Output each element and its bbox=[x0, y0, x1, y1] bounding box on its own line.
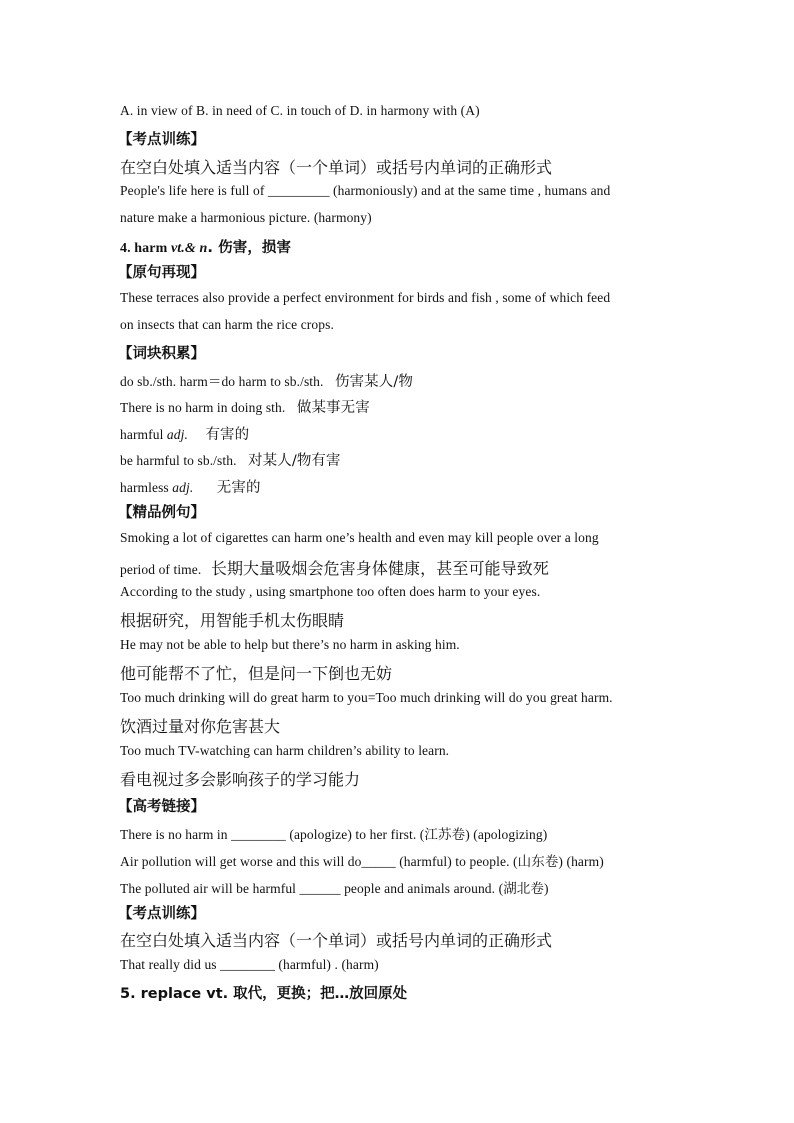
section-heading: 【精品例句】 bbox=[118, 505, 205, 521]
phrase-4-en: be harmful to sb./sth. bbox=[120, 453, 237, 468]
options-line: A. in view of B. in need of C. in touch of D. in harmony with (A) bbox=[120, 103, 480, 118]
phrase-5-pos: adj. bbox=[172, 480, 194, 495]
example-2-en: According to the study , using smartphone too often does harm to your eyes. bbox=[120, 584, 541, 599]
phrase-2-zh: 做某事无害 bbox=[296, 400, 370, 416]
example-1-en: period of time. bbox=[120, 562, 202, 577]
section-heading: 【考点训练】 bbox=[118, 132, 205, 148]
phrase-2 bbox=[120, 396, 370, 417]
example-3-zh: 他可能帮不了忙，但是问一下倒也无妨 bbox=[120, 664, 393, 683]
phrase-1 bbox=[120, 370, 413, 391]
phrase-1-zh: 伤害某人/物 bbox=[334, 374, 413, 390]
instruction-text: 在空白处填入适当内容（一个单词）或括号内单词的正确形式 bbox=[120, 158, 553, 177]
example-5-zh: 看电视过多会影响孩子的学习能力 bbox=[120, 770, 361, 789]
phrase-3 bbox=[120, 423, 249, 444]
item-4-heading bbox=[120, 236, 291, 257]
exercise-line-2: nature make a harmonious picture. (harmony) bbox=[120, 210, 372, 225]
item-4-pos: vt.& n bbox=[170, 241, 208, 256]
phrase-3-zh: 有害的 bbox=[205, 427, 250, 443]
item-5-heading: 5. replace vt. 取代，更换；把…放回原处 bbox=[120, 986, 408, 1002]
item-4-word: 4. harm bbox=[120, 241, 171, 256]
phrase-5-en: harmless bbox=[120, 480, 173, 495]
instruction-text: 在空白处填入适当内容（一个单词）或括号内单词的正确形式 bbox=[120, 931, 553, 950]
phrase-5 bbox=[120, 476, 261, 497]
example-1-zh: 长期大量吸烟会危害身体健康，甚至可能导致死 bbox=[210, 559, 549, 578]
original-sentence-line-1: These terraces also provide a perfect environment for birds and fish , some of which feed bbox=[120, 290, 611, 305]
example-1-line-1: Smoking a lot of cigarettes can harm one’s health and even may kill people over a long bbox=[120, 530, 599, 545]
example-4-en: Too much drinking will do great harm to you=Too much drinking will do you great harm. bbox=[120, 690, 613, 705]
item-4-meaning: . 伤害，损害 bbox=[207, 240, 292, 256]
section-heading: 【词块积累】 bbox=[118, 346, 205, 362]
exercise-line: That really did us ________ (harmful) . (harm) bbox=[120, 957, 379, 972]
section-heading: 【高考链接】 bbox=[118, 799, 205, 815]
example-4-zh: 饮酒过量对你危害甚大 bbox=[120, 717, 281, 736]
example-1-line-2 bbox=[120, 556, 549, 579]
example-5-en: Too much TV-watching can harm children’s ability to learn. bbox=[120, 743, 450, 758]
example-3-en: He may not be able to help but there’s no harm in asking him. bbox=[120, 637, 460, 652]
exercise-line-1: People's life here is full of _________ (harmoniously) and at the same time , humans and bbox=[120, 183, 611, 198]
original-sentence-line-2: on insects that can harm the rice crops. bbox=[120, 317, 334, 332]
phrase-5-zh: 无害的 bbox=[216, 480, 261, 496]
phrase-1-en: do sb./sth. harm＝do harm to sb./sth. bbox=[120, 374, 324, 389]
phrase-4-zh: 对某人/物有害 bbox=[248, 453, 341, 469]
section-heading: 【原句再现】 bbox=[118, 265, 205, 281]
section-heading: 【考点训练】 bbox=[118, 906, 205, 922]
phrase-3-pos: adj. bbox=[166, 427, 188, 442]
gaokao-item-2: Air pollution will get worse and this will do_____ (harmful) to people. (山东卷) (harm) bbox=[120, 854, 604, 869]
phrase-4 bbox=[120, 449, 341, 470]
phrase-3-en: harmful bbox=[120, 427, 167, 442]
gaokao-item-1: There is no harm in ________ (apologize) to her first. (江苏卷) (apologizing) bbox=[120, 827, 548, 842]
example-2-zh: 根据研究，用智能手机太伤眼睛 bbox=[120, 611, 345, 630]
gaokao-item-3: The polluted air will be harmful ______ people and animals around. (湖北卷) bbox=[120, 881, 549, 896]
phrase-2-en: There is no harm in doing sth. bbox=[120, 400, 286, 415]
